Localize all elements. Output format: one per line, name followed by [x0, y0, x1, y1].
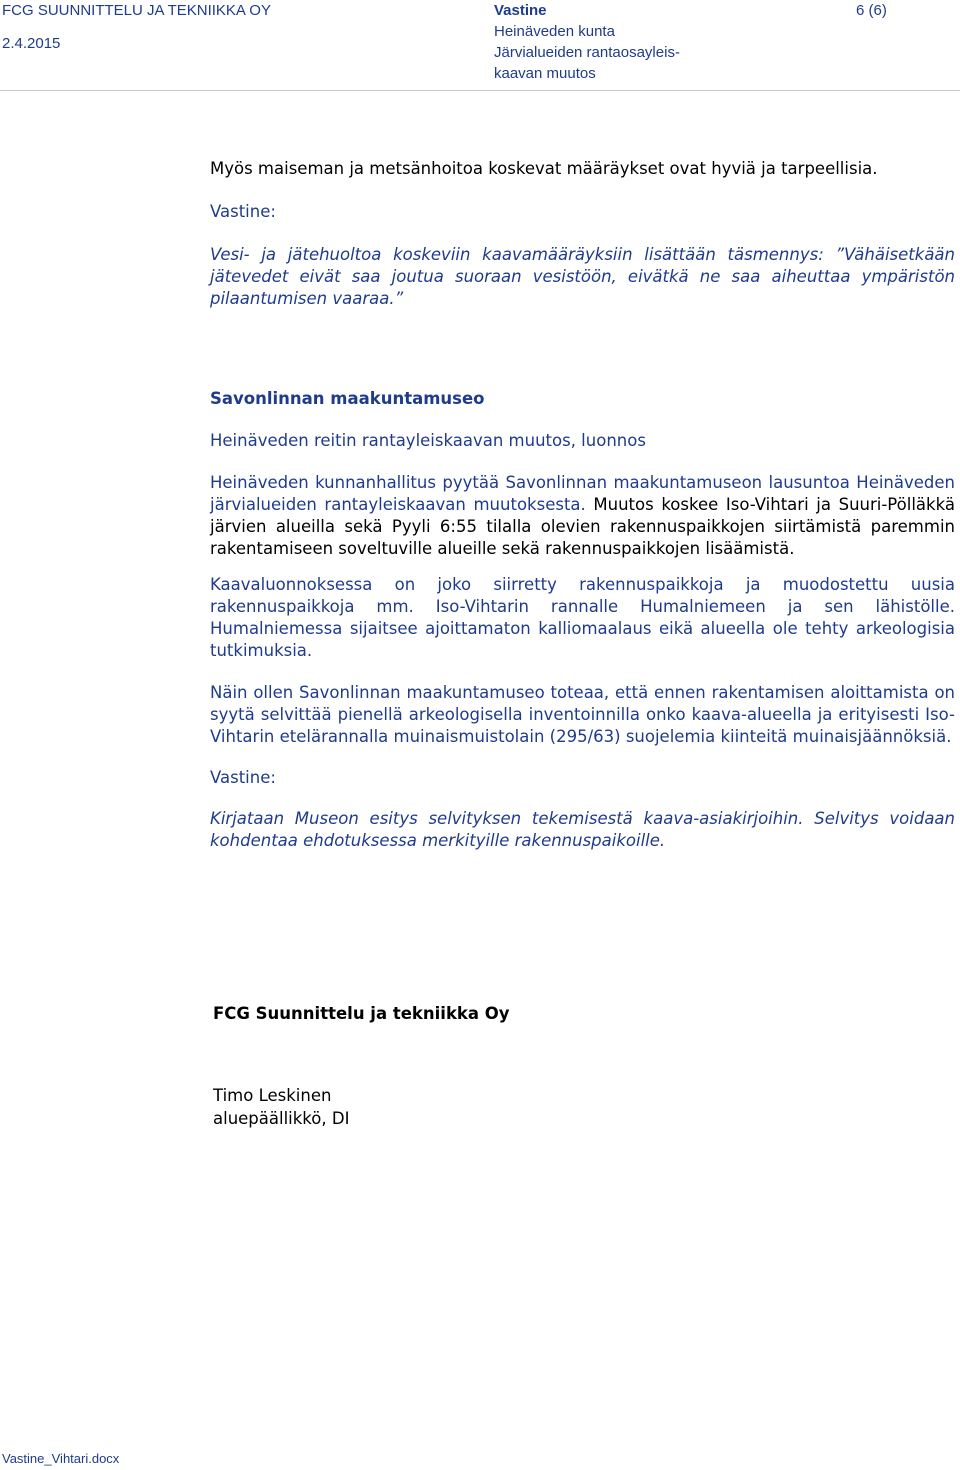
header-date: 2.4.2015	[2, 35, 61, 52]
section1-text: Myös maiseman ja metsänhoitoa koskevat määräykset ovat hyviä ja tarpeellisia.	[210, 159, 878, 178]
header-plan-line1: Järvialueiden rantaosayleis-	[494, 44, 680, 61]
header-page-number: 6 (6)	[856, 2, 887, 19]
signature-name: Timo Leskinen	[213, 1086, 332, 1105]
section2-title: Savonlinnan maakuntamuseo	[210, 389, 485, 408]
header-doc-type: Vastine	[494, 2, 547, 19]
section2-subtitle: Heinäveden reitin rantayleiskaavan muutos, luonnos	[210, 431, 646, 450]
header-company: FCG SUUNNITTELU JA TEKNIIKKA OY	[2, 2, 271, 19]
section2-response-label: Vastine:	[210, 768, 276, 787]
section2-paragraph-2: Kaavaluonnoksessa on joko siirretty rakennuspaikkoja ja muodostettu uusia rakennuspaikkoja mm. Iso-Vihtarin rannalle Humalniemeen ja sen lähistölle. Humalniemessa sijaitsee ajoittamaton kalliomaalaus eikä alueella ole tehty arkeologisia tutkimuksia.	[210, 575, 955, 660]
section1	[210, 158, 955, 310]
section2-paragraph-1-detail: Muutos koskee Iso-Vihtari ja Suuri-Pölläkkä järvien alueilla sekä Pyyli 6:55 tilalla olevien rakennuspaikkojen siirtämistä paremmin rakentamiseen soveltuville alueille sekä rakennuspaikkojen lisäämistä.	[210, 495, 955, 558]
header-divider	[0, 90, 960, 91]
section2-paragraph-1	[210, 472, 955, 560]
header-municipality: Heinäveden kunta	[494, 23, 615, 40]
header-plan-line2: kaavan muutos	[494, 65, 596, 82]
section1-response-text: Vesi- ja jätehuoltoa koskeviin kaavamääräyksiin lisättään täsmennys: ”Vähäisetkään jätevedet eivät saa joutua suoraan vesistöön, eivätkä ne saa aiheuttaa ympäristön pilaantumisen vaaraa.”	[210, 245, 955, 308]
section2-response-text: Kirjataan Museon esitys selvityksen tekemisestä kaava-asiakirjoihin. Selvitys voidaan kohdentaa ehdotuksessa merkityille rakennuspaikoille.	[210, 809, 955, 850]
section2-paragraph-1-request: Heinäveden kunnanhallitus pyytää Savonlinnan maakuntamuseon lausuntoa Heinäveden järvialueiden rantayleiskaavan muutoksesta.	[210, 473, 955, 514]
header-middle	[494, 0, 680, 84]
section1-response-label: Vastine:	[210, 202, 276, 221]
signature-role: aluepäällikkö, DI	[213, 1109, 350, 1128]
header-left	[2, 0, 271, 54]
signature-company: FCG Suunnittelu ja tekniikka Oy	[213, 1004, 510, 1023]
footer-filename: Vastine_Vihtari.docx	[2, 1451, 120, 1466]
section2-paragraph-3: Näin ollen Savonlinnan maakuntamuseo toteaa, että ennen rakentamisen aloittamista on syytä selvittää pienellä arkeologisella inventoinnilla onko kaava-alueella ja erityisesti Iso-Vihtarin etelärannalla muinaismuistolain (295/63) suojelemia kiinteitä muinaisjäännöksiä.	[210, 683, 955, 746]
section2	[210, 388, 955, 852]
